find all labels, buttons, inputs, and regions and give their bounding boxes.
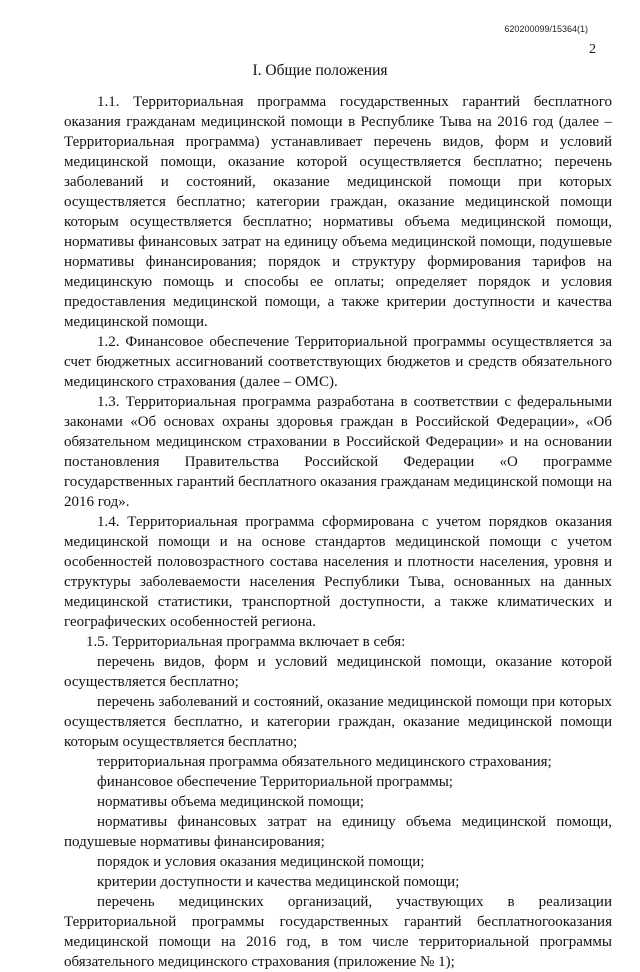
section-title: I. Общие положения [252, 62, 388, 79]
paragraph-1-3: 1.3. Территориальная программа разработана в соответствии с федеральными законами «Об основах охраны здоровья граждан в Российской Федерации», «Об обязательном медицинском страховании в Российской Федерации» и на основании постановления Правительства Российской Федерации «О программе государственных гарантий бесплатного оказания гражданам медицинской помощи на 2016 год». [64, 394, 612, 510]
list-item: перечень медицинских организаций, участвующих в реализации Территориальной программы государственных гарантий бесплатногооказания медицинской помощи на 2016 год, в том числе территориальной программы обязательного медицинского страхования (приложение № 1); [64, 894, 612, 970]
document-id: 620200099/15364(1) [504, 24, 588, 34]
page-number: 2 [589, 42, 596, 57]
paragraph-1-4: 1.4. Территориальная программа сформирована с учетом порядков оказания медицинской помощи и на основе стандартов медицинской помощи с учетом особенностей половозрастного состава населения и плотности населения, уровня и структуры заболеваемости населения Республики Тыва, основанных на данных медицинской статистики, транспортной доступности, а также климатических и географических особенностей региона. [64, 514, 612, 630]
paragraph-1-2: 1.2. Финансовое обеспечение Территориальной программы осуществляется за счет бюджетных ассигнований соответствующих бюджетов и средств обязательного медицинского страхования (далее – ОМС). [64, 334, 612, 390]
list-item: перечень видов, форм и условий медицинской помощи, оказание которой осуществляется бесплатно; [64, 654, 612, 690]
list-item: территориальная программа обязательного медицинского страхования; [97, 754, 552, 770]
list-item: критерии доступности и качества медицинской помощи; [97, 874, 460, 890]
list-item: нормативы объема медицинской помощи; [97, 794, 365, 810]
list-intro: 1.5. Территориальная программа включает в себя: [86, 634, 406, 650]
list-item: перечень заболеваний и состояний, оказание медицинской помощи при которых осуществляется бесплатно, и категории граждан, оказание медицинской помощи которым осуществляется бесплатно; [64, 694, 612, 750]
paragraph-1-1: 1.1. Территориальная программа государственных гарантий бесплатного оказания гражданам медицинской помощи в Республике Тыва на 2016 год (далее – Территориальная программа) устанавливает перечень видов, форм и условий медицинской помощи, оказание которой осуществляется бесплатно; перечень заболеваний и состояний, оказание медицинской помощи при которых осуществляется бесплатно; категории граждан, оказание медицинской помощи которым осуществляется бесплатно; нормативы объема медицинской помощи, нормативы финансовых затрат на единицу объема медицинской помощи, подушевые нормативы финансирования; порядок и структуру формирования тарифов на медицинскую помощь и способы ее оплаты; определяет порядок и условия предоставления медицинской помощи, а также критерии доступности и качества медицинской помощи. [64, 94, 612, 330]
list-item: финансовое обеспечение Территориальной программы; [97, 774, 453, 790]
list-item: порядок и условия оказания медицинской помощи; [97, 854, 425, 870]
list-item: нормативы финансовых затрат на единицу объема медицинской помощи, подушевые нормативы финансирования; [64, 814, 612, 850]
document-body [64, 92, 612, 972]
